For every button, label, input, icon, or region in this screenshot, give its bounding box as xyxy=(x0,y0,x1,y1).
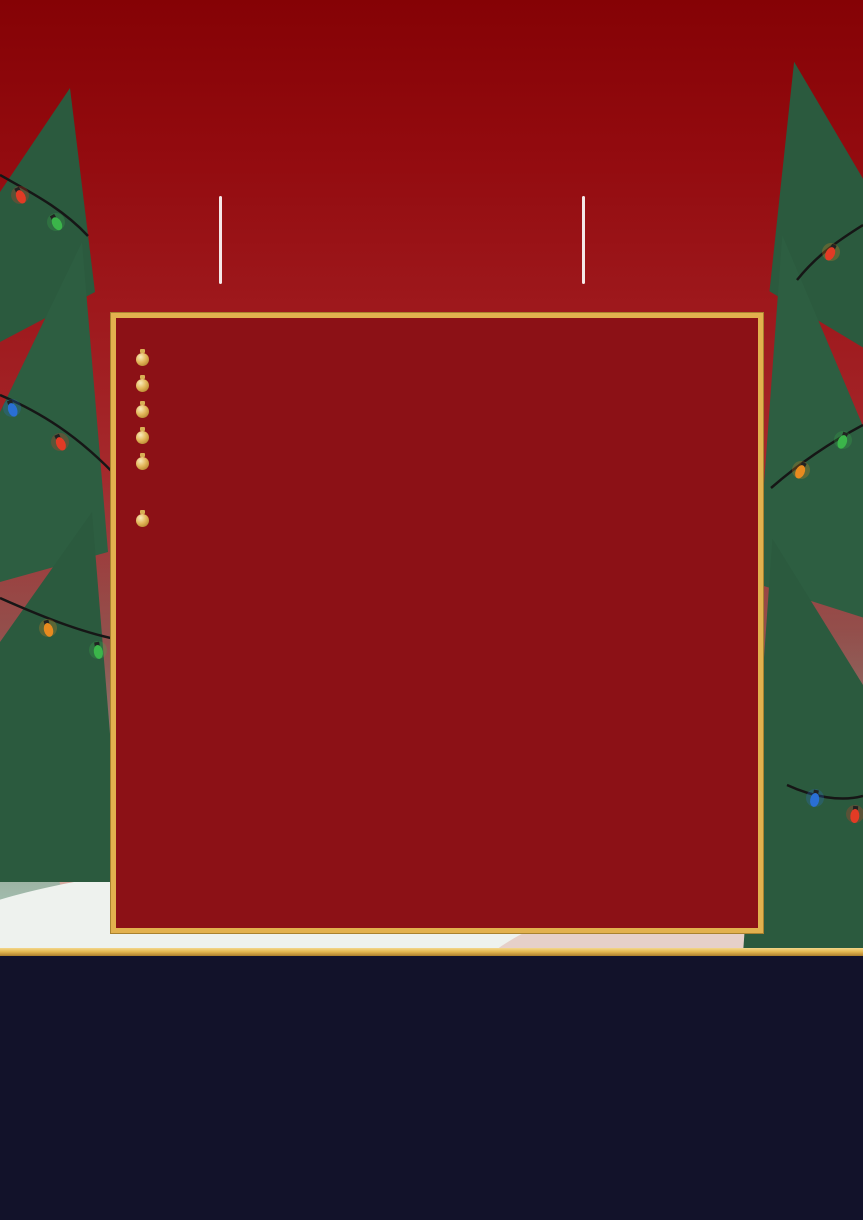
schedule-event-row xyxy=(136,369,746,392)
gold-divider xyxy=(0,948,863,956)
schedule-event-row xyxy=(136,343,746,366)
schedule-box xyxy=(111,313,763,933)
bauble-icon xyxy=(136,405,149,418)
header-divider xyxy=(219,196,222,284)
schedule-event-row xyxy=(136,421,746,444)
bauble-icon xyxy=(136,514,149,527)
bauble-icon xyxy=(136,353,149,366)
bauble-icon xyxy=(136,457,149,470)
concert-footer xyxy=(0,956,863,1220)
bauble-icon xyxy=(136,431,149,444)
schedule-event-row xyxy=(136,447,746,470)
ticket-prices xyxy=(470,1038,610,1044)
header-divider xyxy=(582,196,585,284)
bauble-icon xyxy=(136,379,149,392)
schedule-event-row xyxy=(136,504,746,527)
schedule-event-row xyxy=(136,395,746,418)
event-info-header xyxy=(0,196,863,284)
